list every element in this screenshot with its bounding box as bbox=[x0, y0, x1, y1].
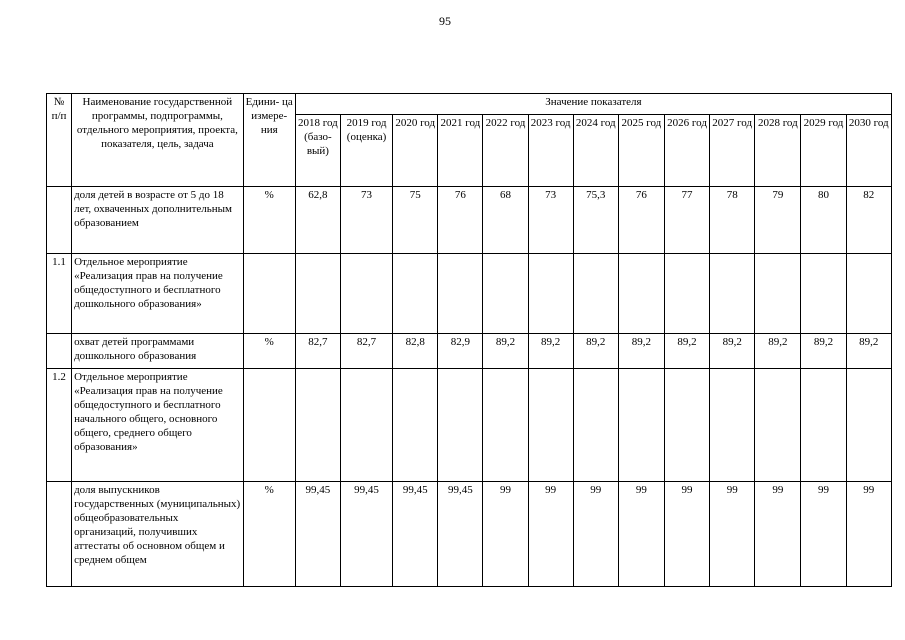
row-value bbox=[573, 254, 618, 334]
row-value: 76 bbox=[618, 187, 664, 254]
row-unit: % bbox=[243, 334, 295, 369]
row-value: 99 bbox=[664, 482, 709, 587]
row-value: 77 bbox=[664, 187, 709, 254]
row-value bbox=[393, 369, 438, 482]
row-value: 78 bbox=[710, 187, 755, 254]
year-header: 2028 год bbox=[755, 115, 801, 187]
row-value: 89,2 bbox=[755, 334, 801, 369]
row-value: 99 bbox=[710, 482, 755, 587]
row-value: 89,2 bbox=[483, 334, 528, 369]
row-value: 89,2 bbox=[710, 334, 755, 369]
year-header: 2023 год bbox=[528, 115, 573, 187]
row-number: 1.1 bbox=[47, 254, 72, 334]
table-row bbox=[47, 187, 892, 254]
row-value: 73 bbox=[528, 187, 573, 254]
row-value: 99,45 bbox=[295, 482, 340, 587]
row-value bbox=[755, 369, 801, 482]
row-value bbox=[295, 254, 340, 334]
row-value: 99 bbox=[618, 482, 664, 587]
row-value: 75 bbox=[393, 187, 438, 254]
year-header: 2019 год (оценка) bbox=[340, 115, 392, 187]
row-name: Отдельное мероприятие «Реализация прав на получение общедоступного и бесплатного дошкольного образования» bbox=[72, 254, 244, 334]
row-value: 89,2 bbox=[846, 334, 891, 369]
header-unit: Едини- ца измере- ния bbox=[243, 94, 295, 187]
year-header: 2020 год bbox=[393, 115, 438, 187]
row-value: 82,7 bbox=[340, 334, 392, 369]
header-num: № п/п bbox=[47, 94, 72, 187]
row-value: 76 bbox=[438, 187, 483, 254]
row-value bbox=[340, 369, 392, 482]
year-header: 2024 год bbox=[573, 115, 618, 187]
row-value: 99 bbox=[755, 482, 801, 587]
row-name: доля выпускников государственных (муниципальных) общеобразовательных организаций, получивших аттестаты об основном общем и среднем общем bbox=[72, 482, 244, 587]
year-header: 2027 год bbox=[710, 115, 755, 187]
row-number bbox=[47, 334, 72, 369]
table-row bbox=[47, 254, 892, 334]
year-header: 2029 год bbox=[801, 115, 846, 187]
row-value bbox=[483, 369, 528, 482]
row-value: 75,3 bbox=[573, 187, 618, 254]
row-value: 99,45 bbox=[438, 482, 483, 587]
header-values: Значение показателя bbox=[295, 94, 891, 115]
row-value bbox=[801, 369, 846, 482]
row-name: охват детей программами дошкольного образования bbox=[72, 334, 244, 369]
row-unit: % bbox=[243, 482, 295, 587]
row-value bbox=[664, 254, 709, 334]
row-value bbox=[618, 254, 664, 334]
row-value: 73 bbox=[340, 187, 392, 254]
row-value: 62,8 bbox=[295, 187, 340, 254]
row-value bbox=[295, 369, 340, 482]
row-value bbox=[340, 254, 392, 334]
row-value: 89,2 bbox=[801, 334, 846, 369]
row-number: 1.2 bbox=[47, 369, 72, 482]
year-header: 2021 год bbox=[438, 115, 483, 187]
table-row bbox=[47, 334, 892, 369]
year-header: 2030 год bbox=[846, 115, 891, 187]
row-value: 89,2 bbox=[528, 334, 573, 369]
row-value: 82,9 bbox=[438, 334, 483, 369]
row-value: 99 bbox=[801, 482, 846, 587]
row-value bbox=[618, 369, 664, 482]
row-value bbox=[801, 254, 846, 334]
row-value bbox=[846, 254, 891, 334]
table-row bbox=[47, 369, 892, 482]
row-unit bbox=[243, 369, 295, 482]
row-value bbox=[710, 254, 755, 334]
row-value bbox=[528, 254, 573, 334]
row-value bbox=[393, 254, 438, 334]
header-name: Наименование государственной программы, подпрограммы, отдельного мероприятия, проекта, показателя, цель, задача bbox=[72, 94, 244, 187]
row-value: 99 bbox=[573, 482, 618, 587]
row-value bbox=[573, 369, 618, 482]
row-value: 89,2 bbox=[618, 334, 664, 369]
row-value bbox=[664, 369, 709, 482]
row-value: 82,8 bbox=[393, 334, 438, 369]
year-header: 2018 год (базо- вый) bbox=[295, 115, 340, 187]
row-value: 80 bbox=[801, 187, 846, 254]
row-value: 99,45 bbox=[393, 482, 438, 587]
row-value: 99,45 bbox=[340, 482, 392, 587]
row-value: 82,7 bbox=[295, 334, 340, 369]
row-name: Отдельное мероприятие «Реализация прав на получение общедоступного и бесплатного начального общего, основного общего, среднего общего образования» bbox=[72, 369, 244, 482]
row-value bbox=[528, 369, 573, 482]
row-value: 99 bbox=[483, 482, 528, 587]
table-row bbox=[47, 482, 892, 587]
row-value: 79 bbox=[755, 187, 801, 254]
row-name: доля детей в возрасте от 5 до 18 лет, охваченных дополнительным образованием bbox=[72, 187, 244, 254]
row-number bbox=[47, 482, 72, 587]
year-header: 2026 год bbox=[664, 115, 709, 187]
page-number: 95 bbox=[439, 14, 451, 28]
year-header: 2022 год bbox=[483, 115, 528, 187]
row-value bbox=[438, 254, 483, 334]
row-value: 68 bbox=[483, 187, 528, 254]
row-value bbox=[710, 369, 755, 482]
row-value: 82 bbox=[846, 187, 891, 254]
row-value: 89,2 bbox=[664, 334, 709, 369]
row-value bbox=[483, 254, 528, 334]
row-number bbox=[47, 187, 72, 254]
row-value bbox=[438, 369, 483, 482]
indicator-table bbox=[46, 93, 892, 587]
row-value: 99 bbox=[846, 482, 891, 587]
row-value bbox=[755, 254, 801, 334]
row-unit: % bbox=[243, 187, 295, 254]
row-value: 99 bbox=[528, 482, 573, 587]
row-value: 89,2 bbox=[573, 334, 618, 369]
row-value bbox=[846, 369, 891, 482]
year-header: 2025 год bbox=[618, 115, 664, 187]
row-unit bbox=[243, 254, 295, 334]
